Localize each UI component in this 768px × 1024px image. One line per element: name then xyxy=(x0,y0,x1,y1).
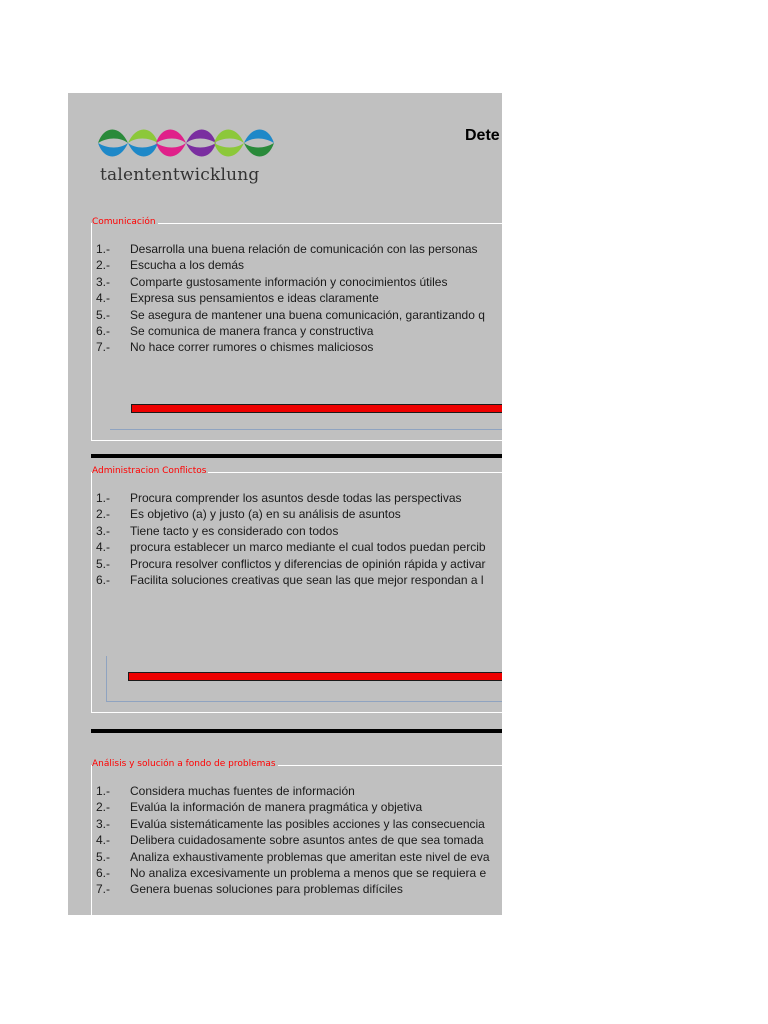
section-title: Comunicación xyxy=(92,217,156,227)
thick-divider xyxy=(91,729,502,733)
evaluation-sheet xyxy=(68,93,502,915)
section-analisis: Análisis y solución a fondo de problemas 1.- Considera muchas fuentes de información 2.- Evalúa la información de manera pragmática y objetiva 3.- Evalúa sistemáticamente las posibles acciones y las consecuencia 4.- Delibera cuidadosamente sobre asuntos antes de que sea tomada 5.- Analiza exhaustivamente problemas que ameritan este nivel de eva 6.- No analiza excesivamente un problema a menos que se requiera e 7.- Genera buenas soluciones para problemas difíciles xyxy=(91,765,502,915)
chart-baseline xyxy=(106,701,502,702)
brand-logo xyxy=(98,119,278,189)
chart-baseline xyxy=(110,429,502,430)
section-title: Administracion Conflictos xyxy=(92,466,207,476)
document-title: Dete xyxy=(465,127,500,144)
logo-icon xyxy=(98,119,278,169)
section-divider xyxy=(91,712,502,713)
score-bar xyxy=(131,404,502,413)
brand-name: talententwicklung xyxy=(100,165,260,185)
section-comunicacion: Comunicación 1.- Desarrolla una buena relación de comunicación con las personas 2.- Escucha a los demás 3.- Comparte gustosamente información y conocimientos útiles 4.- Expresa sus pensamientos e ideas claramente 5.- Se asegura de mantener una buena comunicación, garantizando q 6.- Se comunica de manera franca y constructiva 7.- No hace correr rumores o chismes maliciosos xyxy=(91,223,502,441)
thick-divider xyxy=(91,454,502,458)
section-conflictos: Administracion Conflictos 1.- Procura comprender los asuntos desde todas las perspectivas 2.- Es objetivo (a) y justo (a) en su análisis de asuntos 3.- Tiene tacto y es considerado con todos 4.- procura establecer un marco mediante el cual todos puedan percib 5.- Procura resolver conflictos y diferencias de opinión rápida y activar 6.- Facilita soluciones creativas que sean las que mejor respondan a l xyxy=(91,472,502,713)
score-bar xyxy=(128,672,502,681)
section-divider xyxy=(91,440,502,441)
section-title: Análisis y solución a fondo de problemas xyxy=(92,759,276,769)
chart-axis xyxy=(106,656,107,702)
